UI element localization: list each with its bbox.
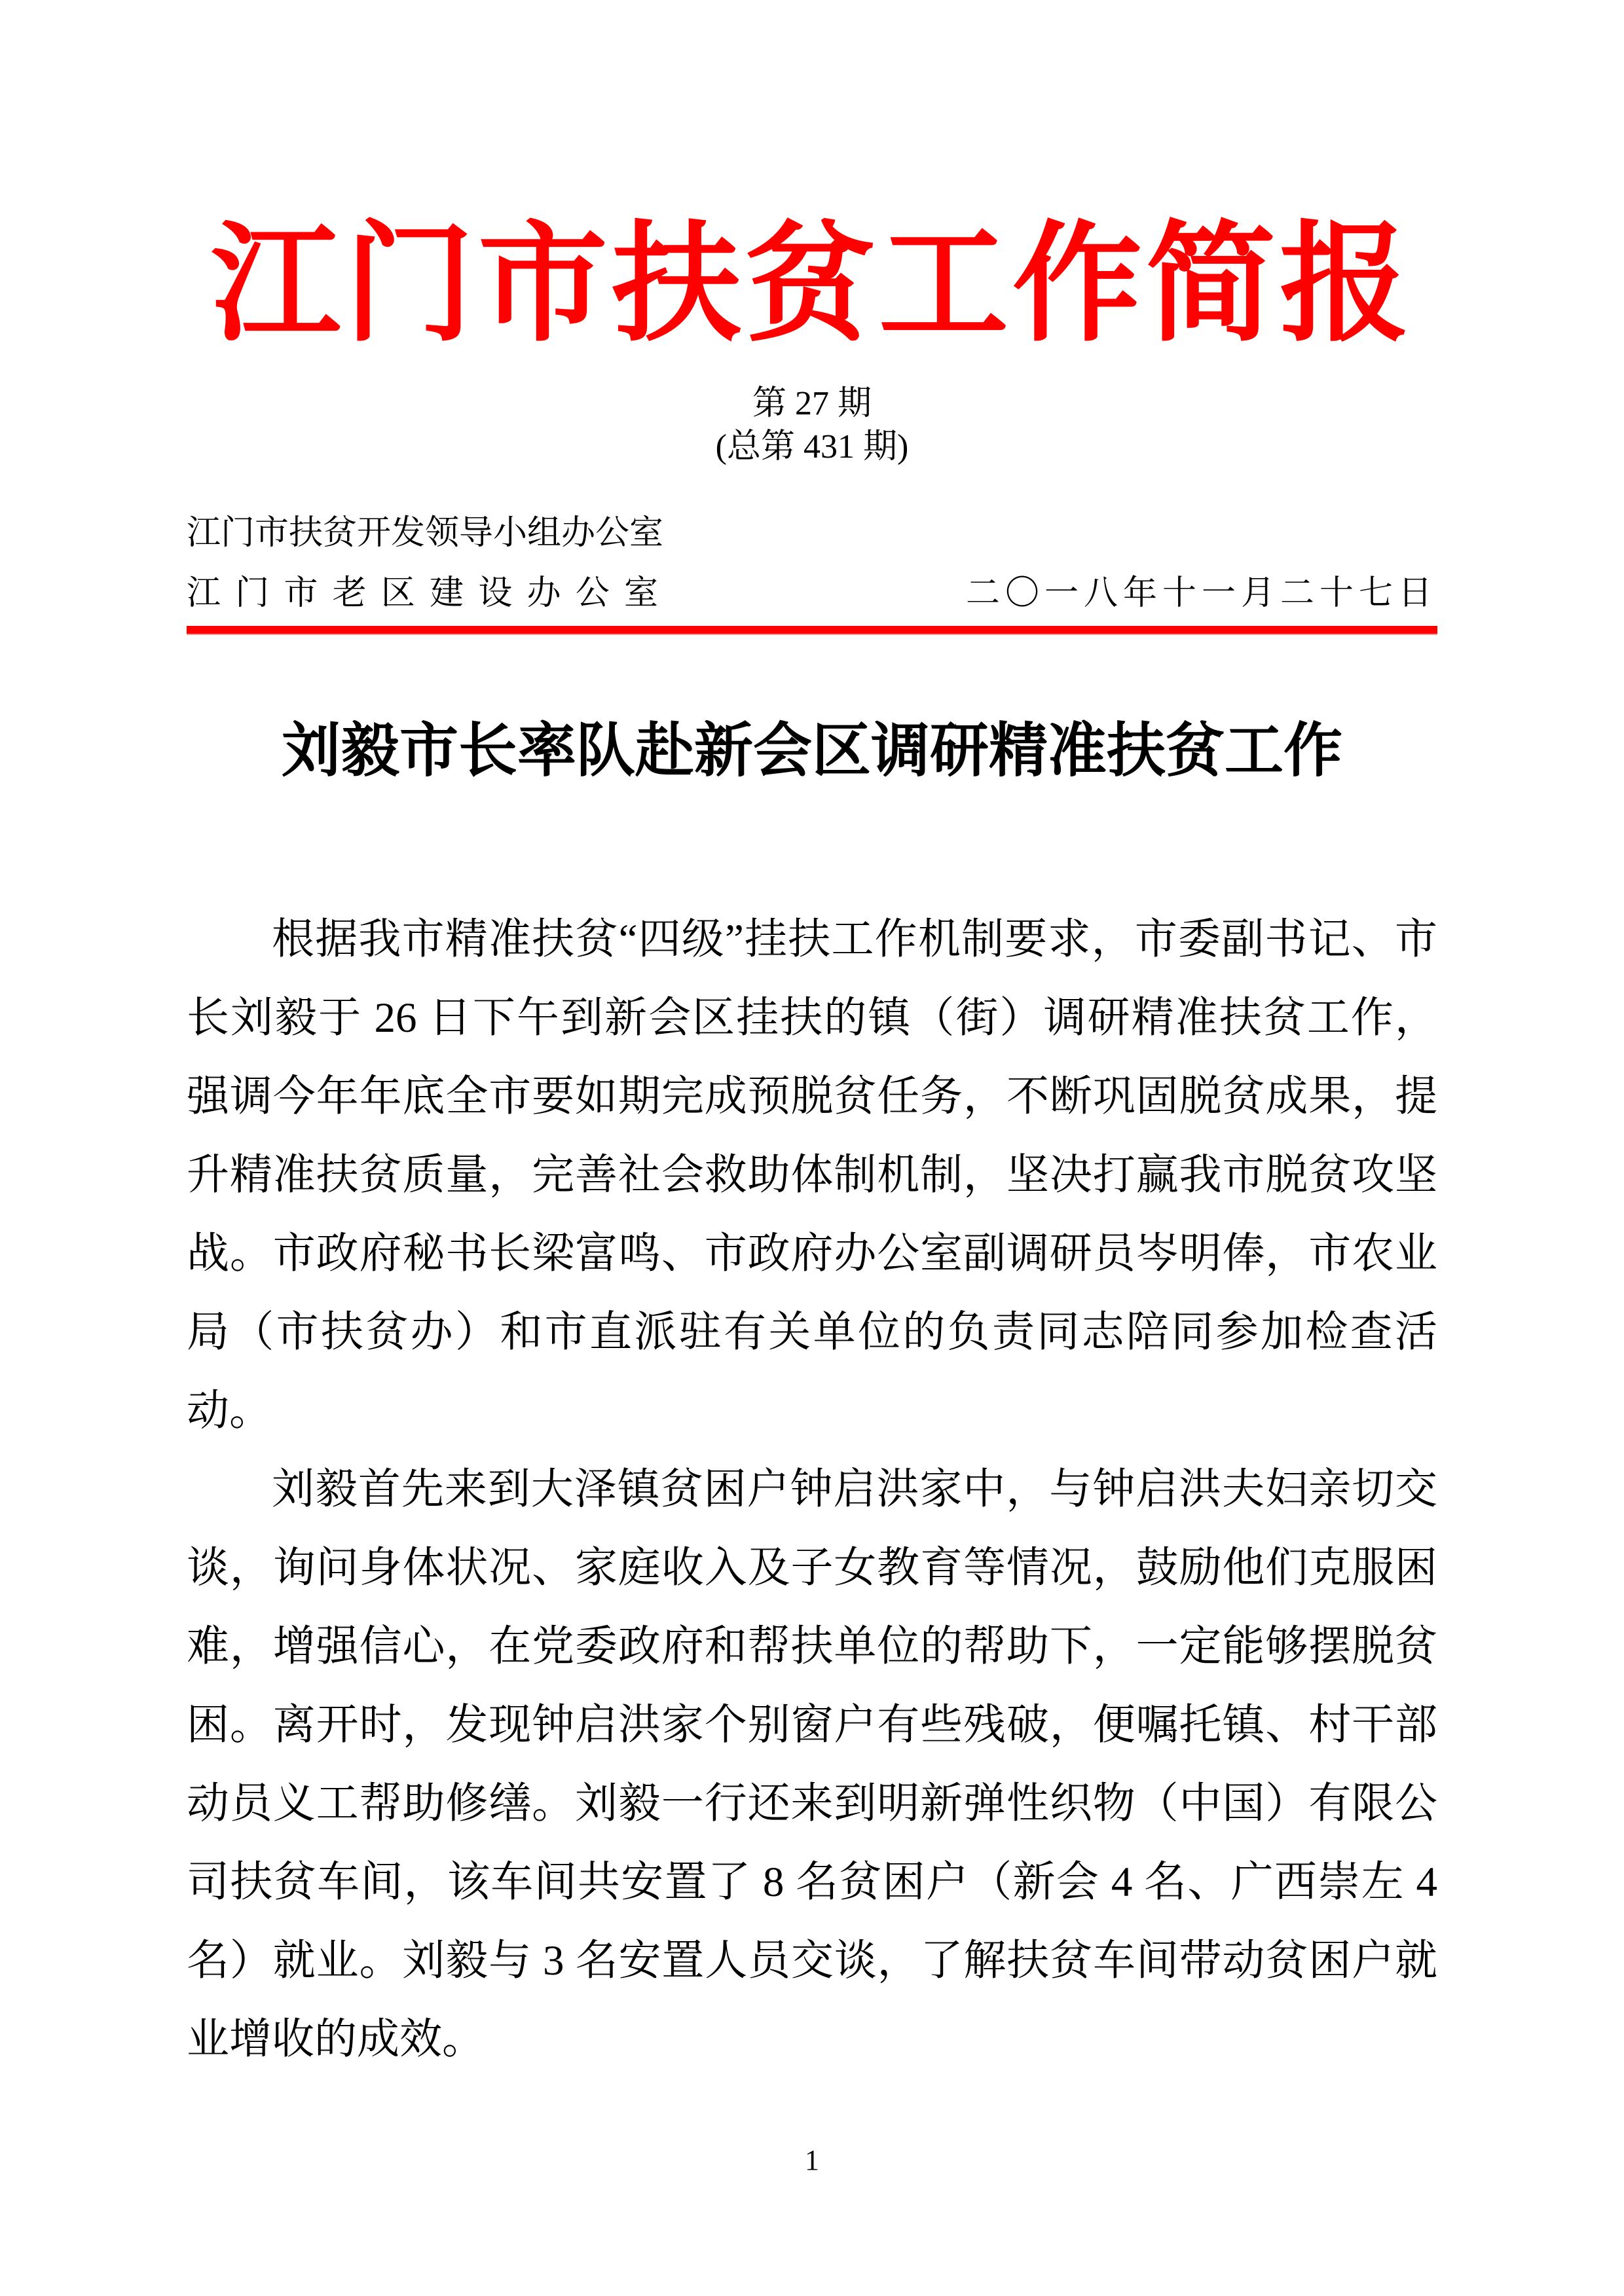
- masthead-title: 江门市扶贫工作简报: [211, 213, 1413, 357]
- article-paragraph-2: 刘毅首先来到大泽镇贫困户钟启洪家中，与钟启洪夫妇亲切交谈，询问身体状况、家庭收入及子女教育等情况，鼓励他们克服困难，增强信心，在党委政府和帮扶单位的帮助下，一定能够摆脱贫困。离开时，发现钟启洪家个别窗户有些残破，便嘱托镇、村干部动员义工帮助修缮。刘毅一行还来到明新弹性织物（中国）有限公司扶贫车间，该车间共安置了 8 名贫困户（新会 4 名、广西崇左 4 名）就业。刘毅与 3 名安置人员交谈，了解扶贫车间带动贫困户就业增收的成效。: [187, 1466, 1437, 2063]
- article: [187, 720, 1437, 2079]
- publisher-line-1: 江门市扶贫开发领导小组办公室: [187, 515, 664, 552]
- article-title: 刘毅市长率队赴新会区调研精准扶贫工作: [282, 719, 1342, 784]
- cumulative-issue-number: (总第 431 期): [715, 428, 909, 465]
- publisher-block: [187, 511, 1437, 617]
- article-body: [187, 900, 1437, 2079]
- article-paragraph-1: 根据我市精准扶贫“四级”挂扶工作机制要求，市委副书记、市长刘毅于 26 日下午到新会区挂扶的镇（街）调研精准扶贫工作，强调今年年底全市要如期完成预脱贫任务，不断巩固脱贫成果，提升精准扶贫质量，完善社会救助体制机制，坚决打赢我市脱贫攻坚战。市政府秘书长梁富鸣、市政府办公室副调研员岑明俸，市农业局（市扶贫办）和市直派驻有关单位的负责同志陪同参加检查活动。: [187, 916, 1437, 1434]
- publish-date: 二〇一八年十一月二十七日: [965, 575, 1437, 612]
- publisher-date-row: [187, 571, 1437, 617]
- bulletin-masthead: [187, 213, 1437, 635]
- publisher-line-2: 江门市老区建设办公室: [187, 575, 658, 612]
- masthead-divider-rule: [187, 626, 1437, 635]
- page-number: 1: [805, 2144, 819, 2176]
- issue-number: 第 27 期: [752, 385, 872, 422]
